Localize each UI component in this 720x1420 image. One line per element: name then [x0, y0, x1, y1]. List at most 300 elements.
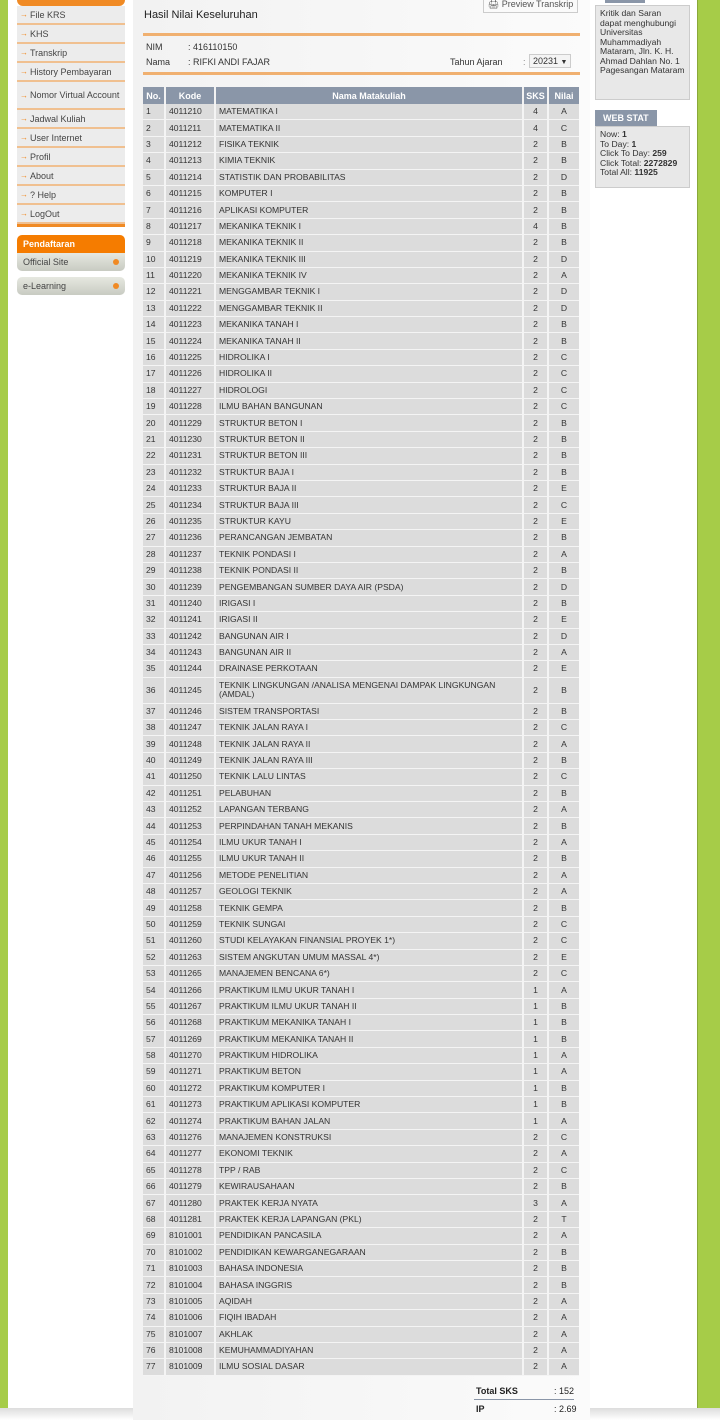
cell-nama: MEKANIKA TEKNIK I [216, 219, 524, 235]
cell-nilai: B [549, 786, 579, 802]
total-sks-row [476, 1386, 574, 1396]
table-row [143, 333, 579, 349]
arrow-icon: → [20, 29, 28, 38]
cell-nama: MANAJEMEN BENCANA 6*) [216, 966, 524, 982]
cell-nama: SISTEM ANGKUTAN UMUM MASSAL 4*) [216, 950, 524, 966]
cell-kode: 8101004 [166, 1277, 216, 1293]
cell-nilai: B [549, 1015, 579, 1031]
cell-nama: PRAKTIKUM KOMPUTER I [216, 1081, 524, 1097]
cell-sks: 2 [524, 704, 549, 720]
sidebar [17, 0, 125, 298]
cell-sks: 2 [524, 645, 549, 661]
table-row [143, 1261, 579, 1277]
cell-sks: 2 [524, 1179, 549, 1195]
cell-nilai: A [549, 1228, 579, 1244]
cell-sks: 4 [524, 219, 549, 235]
cell-nilai: D [549, 170, 579, 186]
cell-kode: 8101007 [166, 1327, 216, 1343]
arrow-icon: → [20, 67, 28, 76]
cell-nilai: B [549, 900, 579, 916]
cell-sks: 2 [524, 851, 549, 867]
cell-no: 64 [143, 1146, 166, 1162]
cell-no: 46 [143, 851, 166, 867]
cell-nilai: E [549, 481, 579, 497]
cell-no: 11 [143, 268, 166, 284]
table-row [143, 1228, 579, 1244]
cell-no: 6 [143, 186, 166, 202]
cell-nilai: C [549, 399, 579, 415]
cell-kode: 8101008 [166, 1343, 216, 1359]
table-row [143, 415, 579, 431]
cell-nama: PELABUHAN [216, 786, 524, 802]
cell-no: 76 [143, 1343, 166, 1359]
cell-no: 2 [143, 120, 166, 136]
cell-nilai: A [549, 1294, 579, 1310]
cell-nilai: A [549, 1343, 579, 1359]
sidebar-item-logout[interactable] [17, 205, 125, 224]
pendaftaran-button[interactable]: Pendaftaran [17, 235, 125, 253]
table-row [143, 661, 579, 677]
right-panel [595, 0, 690, 188]
cell-kode: 4011210 [166, 104, 216, 120]
cell-no: 62 [143, 1113, 166, 1129]
cell-nilai: B [549, 999, 579, 1015]
cell-nama: KIMIA TEKNIK [216, 153, 524, 169]
cell-nama: DRAINASE PERKOTAAN [216, 661, 524, 677]
cell-kode: 4011236 [166, 530, 216, 546]
cell-nama: TEKNIK GEMPA [216, 900, 524, 916]
cell-nama: STRUKTUR BAJA I [216, 465, 524, 481]
arrow-icon: → [20, 133, 28, 142]
cell-nilai: B [549, 137, 579, 153]
cell-kode: 4011253 [166, 818, 216, 834]
cell-nilai: A [549, 1048, 579, 1064]
table-row [143, 366, 579, 382]
tahun-ajaran-select[interactable] [529, 54, 571, 68]
cell-sks: 2 [524, 448, 549, 464]
cell-nama: SISTEM TRANSPORTASI [216, 704, 524, 720]
cell-sks: 1 [524, 1081, 549, 1097]
table-row [143, 1048, 579, 1064]
cell-nama: STUDI KELAYAKAN FINANSIAL PROYEK 1*) [216, 933, 524, 949]
table-row [143, 547, 579, 563]
cell-no: 68 [143, 1212, 166, 1228]
cell-nama: TEKNIK JALAN RAYA II [216, 736, 524, 752]
stat-value: 1 [631, 138, 637, 149]
cell-kode: 4011233 [166, 481, 216, 497]
cell-nama: MEKANIKA TEKNIK IV [216, 268, 524, 284]
nama-row [146, 57, 270, 67]
sidebar-item-khs[interactable] [17, 25, 125, 44]
cell-no: 41 [143, 769, 166, 785]
table-row [143, 1146, 579, 1162]
cell-nilai: C [549, 1130, 579, 1146]
cell-sks: 2 [524, 170, 549, 186]
left-border [0, 0, 8, 1420]
cell-no: 24 [143, 481, 166, 497]
cell-nama: MEKANIKA TEKNIK II [216, 235, 524, 251]
table-row [143, 219, 579, 235]
cell-sks: 2 [524, 1277, 549, 1293]
cell-kode: 4011249 [166, 753, 216, 769]
cell-kode: 4011211 [166, 120, 216, 136]
cell-no: 22 [143, 448, 166, 464]
table-row [143, 884, 579, 900]
cell-kode: 4011229 [166, 415, 216, 431]
cell-no: 67 [143, 1195, 166, 1211]
cell-no: 52 [143, 950, 166, 966]
table-row [143, 1294, 579, 1310]
cell-no: 5 [143, 170, 166, 186]
dropdown-arrow-icon: ▼ [560, 59, 568, 66]
sidebar-item-jadwal-kuliah[interactable] [17, 110, 125, 129]
cell-nama: IRIGASI I [216, 596, 524, 612]
cell-nama: GEOLOGI TEKNIK [216, 884, 524, 900]
cell-nama: HIDROLOGI [216, 383, 524, 399]
cell-kode: 4011272 [166, 1081, 216, 1097]
table-row [143, 186, 579, 202]
cell-kode: 4011265 [166, 966, 216, 982]
cell-nilai: C [549, 497, 579, 513]
cell-no: 73 [143, 1294, 166, 1310]
cell-kode: 4011221 [166, 284, 216, 300]
cell-nilai: B [549, 153, 579, 169]
sidebar-item-file-krs[interactable] [17, 6, 125, 25]
cell-sks: 2 [524, 868, 549, 884]
table-row [143, 301, 579, 317]
cell-sks: 2 [524, 301, 549, 317]
page-title: Hasil Nilai Keseluruhan [144, 9, 258, 21]
cell-sks: 2 [524, 1245, 549, 1261]
tahun-ajaran-label: Tahun Ajaran [450, 57, 503, 67]
cell-sks: 2 [524, 333, 549, 349]
cell-nama: MEKANIKA TANAH I [216, 317, 524, 333]
cell-no: 32 [143, 612, 166, 628]
stat-value: 11925 [634, 167, 658, 177]
cell-nama: TEKNIK PONDASI II [216, 563, 524, 579]
cell-nama: IRIGASI II [216, 612, 524, 628]
cell-sks: 2 [524, 284, 549, 300]
cell-kode: 4011280 [166, 1195, 216, 1211]
cell-sks: 2 [524, 786, 549, 802]
cell-kode: 8101006 [166, 1310, 216, 1326]
cell-kode: 4011231 [166, 448, 216, 464]
cell-nilai: B [549, 317, 579, 333]
table-row [143, 1179, 579, 1195]
table-row [143, 448, 579, 464]
cell-nama: TEKNIK JALAN RAYA III [216, 753, 524, 769]
cell-nilai: B [549, 432, 579, 448]
table-row [143, 563, 579, 579]
table-row [143, 835, 579, 851]
cell-kode: 4011243 [166, 645, 216, 661]
cell-nama: BAHASA INDONESIA [216, 1261, 524, 1277]
table-row [143, 802, 579, 818]
cell-sks: 2 [524, 629, 549, 645]
cell-no: 35 [143, 661, 166, 677]
elearning-button[interactable] [17, 277, 125, 295]
cell-no: 20 [143, 415, 166, 431]
cell-nama: ILMU BAHAN BANGUNAN [216, 399, 524, 415]
header-kode: Kode [166, 87, 216, 104]
nim-row [146, 42, 237, 52]
cell-no: 65 [143, 1163, 166, 1179]
cell-nilai: A [549, 1310, 579, 1326]
divider [143, 72, 580, 75]
cell-nilai: C [549, 933, 579, 949]
divider [143, 33, 580, 36]
stat-value: 2272829 [643, 157, 678, 168]
main-content [133, 0, 590, 1420]
table-row [143, 1310, 579, 1326]
cell-kode: 4011254 [166, 835, 216, 851]
table-row [143, 170, 579, 186]
cell-kode: 4011216 [166, 202, 216, 218]
cell-nilai: E [549, 661, 579, 677]
cell-sks: 2 [524, 579, 549, 595]
cell-nilai: A [549, 1327, 579, 1343]
cell-no: 21 [143, 432, 166, 448]
cell-kode: 4011245 [166, 678, 216, 704]
nim-value: : 416110150 [188, 42, 238, 52]
sidebar-item-nomor-virtual-account[interactable] [17, 82, 125, 110]
cell-no: 16 [143, 350, 166, 366]
cell-nama: MATEMATIKA II [216, 120, 524, 136]
cell-nama: APLIKASI KOMPUTER [216, 202, 524, 218]
sidebar-item-history-pembayaran[interactable] [17, 63, 125, 82]
sidebar-item-label: Transkrip [30, 47, 68, 58]
cell-kode: 4011228 [166, 399, 216, 415]
cell-nilai: C [549, 383, 579, 399]
bullet-icon [113, 283, 119, 289]
cell-nilai: A [549, 1359, 579, 1375]
cell-sks: 2 [524, 736, 549, 752]
sidebar-item-user-internet[interactable] [17, 129, 125, 148]
cell-nama: PERPINDAHAN TANAH MEKANIS [216, 818, 524, 834]
cell-nama: MENGGAMBAR TEKNIK II [216, 301, 524, 317]
cell-kode: 4011271 [166, 1064, 216, 1080]
cell-sks: 2 [524, 415, 549, 431]
cell-no: 48 [143, 884, 166, 900]
official-site-button[interactable] [17, 253, 125, 271]
cell-nama: MENGGAMBAR TEKNIK I [216, 284, 524, 300]
sidebar-item-profil[interactable] [17, 148, 125, 167]
cell-nama: PRAKTEK KERJA NYATA [216, 1195, 524, 1211]
table-row [143, 612, 579, 628]
cell-sks: 2 [524, 268, 549, 284]
cell-nilai: T [549, 1212, 579, 1228]
cell-no: 72 [143, 1277, 166, 1293]
cell-nilai: B [549, 851, 579, 867]
table-row [143, 481, 579, 497]
cell-sks: 2 [524, 465, 549, 481]
cell-no: 12 [143, 284, 166, 300]
cell-no: 63 [143, 1130, 166, 1146]
preview-transkrip-button[interactable] [483, 0, 578, 13]
cell-sks: 2 [524, 366, 549, 382]
cell-nama: BAHASA INGGRIS [216, 1277, 524, 1293]
cell-kode: 8101001 [166, 1228, 216, 1244]
cell-nilai: B [549, 235, 579, 251]
sidebar-item-label: About [30, 170, 54, 181]
cell-nama: FIQIH IBADAH [216, 1310, 524, 1326]
cell-sks: 2 [524, 596, 549, 612]
table-row [143, 1212, 579, 1228]
nama-value: : RIFKI ANDI FAJAR [188, 57, 271, 67]
cell-nama: PRAKTIKUM BAHAN JALAN [216, 1113, 524, 1129]
arrow-icon: → [20, 114, 28, 123]
cell-no: 37 [143, 704, 166, 720]
cell-nilai: D [549, 629, 579, 645]
sidebar-item-label: Nomor Virtual Account [30, 90, 120, 100]
cell-sks: 2 [524, 884, 549, 900]
table-row [143, 818, 579, 834]
cell-no: 25 [143, 497, 166, 513]
cell-no: 30 [143, 579, 166, 595]
cell-no: 40 [143, 753, 166, 769]
cell-no: 3 [143, 137, 166, 153]
cell-sks: 1 [524, 999, 549, 1015]
arrow-icon: → [20, 90, 28, 100]
arrow-icon: → [20, 10, 28, 19]
cell-kode: 4011239 [166, 579, 216, 595]
cell-nama: PRAKTIKUM MEKANIKA TANAH II [216, 1031, 524, 1047]
cell-no: 14 [143, 317, 166, 333]
cell-sks: 2 [524, 547, 549, 563]
total-sks-value: : 152 [554, 1386, 575, 1396]
cell-kode: 4011267 [166, 999, 216, 1015]
cell-sks: 2 [524, 252, 549, 268]
cell-no: 36 [143, 678, 166, 704]
cell-no: 58 [143, 1048, 166, 1064]
cell-nilai: A [549, 645, 579, 661]
preview-label: Preview Transkrip [501, 0, 574, 9]
cell-nama: MEKANIKA TANAH II [216, 333, 524, 349]
cell-sks: 2 [524, 317, 549, 333]
cell-kode: 4011256 [166, 868, 216, 884]
cell-nilai: B [549, 1261, 579, 1277]
stat-value: 1 [621, 129, 627, 139]
cell-sks: 2 [524, 1163, 549, 1179]
cell-sks: 2 [524, 900, 549, 916]
cell-nama: PRAKTIKUM ILMU UKUR TANAH II [216, 999, 524, 1015]
header-nilai: Nilai [549, 87, 579, 104]
sidebar-menu-end [17, 224, 125, 227]
webstat-box [595, 126, 690, 188]
cell-nilai: B [549, 202, 579, 218]
cell-no: 38 [143, 720, 166, 736]
cell-sks: 2 [524, 202, 549, 218]
cell-kode: 4011225 [166, 350, 216, 366]
cell-nama: AKHLAK [216, 1327, 524, 1343]
cell-no: 1 [143, 104, 166, 120]
cell-nilai: C [549, 350, 579, 366]
table-row [143, 1015, 579, 1031]
cell-kode: 4011279 [166, 1179, 216, 1195]
cell-kode: 4011260 [166, 933, 216, 949]
cell-kode: 4011252 [166, 802, 216, 818]
cell-nama: STRUKTUR BAJA II [216, 481, 524, 497]
cell-nilai: E [549, 950, 579, 966]
cell-kode: 4011220 [166, 268, 216, 284]
cell-nama: EKONOMI TEKNIK [216, 1146, 524, 1162]
cell-no: 49 [143, 900, 166, 916]
cell-no: 45 [143, 835, 166, 851]
cell-sks: 2 [524, 950, 549, 966]
table-row [143, 284, 579, 300]
sidebar-item-label: File KRS [30, 9, 66, 20]
cell-kode: 4011227 [166, 383, 216, 399]
table-row [143, 769, 579, 785]
table-row [143, 1327, 579, 1343]
cell-nilai: B [549, 448, 579, 464]
cell-kode: 4011259 [166, 917, 216, 933]
cell-no: 34 [143, 645, 166, 661]
cell-nama: PRAKTIKUM BETON [216, 1064, 524, 1080]
cell-kode: 4011278 [166, 1163, 216, 1179]
sidebar-item-label: Jadwal Kuliah [30, 113, 86, 124]
cell-nilai: C [549, 1163, 579, 1179]
cell-nilai: B [549, 186, 579, 202]
cell-sks: 2 [524, 661, 549, 677]
cell-no: 51 [143, 933, 166, 949]
table-row [143, 1343, 579, 1359]
tahun-value: 20231 [533, 56, 559, 66]
cell-nama: PERANCANGAN JEMBATAN [216, 530, 524, 546]
cell-kode: 4011281 [166, 1212, 216, 1228]
stat-label: Total All: [600, 167, 635, 177]
cell-no: 9 [143, 235, 166, 251]
table-row [143, 497, 579, 513]
ip-label: IP [476, 1404, 485, 1414]
cell-sks: 2 [524, 497, 549, 513]
divider [474, 1399, 574, 1400]
cell-kode: 4011222 [166, 301, 216, 317]
table-row [143, 851, 579, 867]
cell-no: 28 [143, 547, 166, 563]
cell-nilai: B [549, 1179, 579, 1195]
cell-kode: 4011251 [166, 786, 216, 802]
cell-kode: 4011219 [166, 252, 216, 268]
cell-sks: 1 [524, 1031, 549, 1047]
sidebar-item-label: LogOut [30, 208, 60, 219]
table-row [143, 917, 579, 933]
sidebar-item-about[interactable] [17, 167, 125, 186]
nama-label: Nama [146, 57, 171, 67]
arrow-icon: → [20, 190, 28, 199]
table-row [143, 1195, 579, 1211]
sidebar-item-transkrip[interactable] [17, 44, 125, 63]
cell-no: 54 [143, 982, 166, 998]
cell-sks: 2 [524, 1310, 549, 1326]
cell-no: 57 [143, 1031, 166, 1047]
table-row [143, 530, 579, 546]
cell-no: 77 [143, 1359, 166, 1375]
cell-nama: STATISTIK DAN PROBABILITAS [216, 170, 524, 186]
cell-nilai: A [549, 268, 579, 284]
cell-kode: 4011276 [166, 1130, 216, 1146]
stat-row [600, 168, 685, 178]
sidebar-item-label: ? Help [30, 189, 57, 200]
cell-kode: 4011246 [166, 704, 216, 720]
cell-no: 66 [143, 1179, 166, 1195]
sidebar-item-help[interactable] [17, 186, 125, 205]
cell-nilai: A [549, 104, 579, 120]
cell-nilai: C [549, 966, 579, 982]
cell-kode: 4011244 [166, 661, 216, 677]
cell-nama: TEKNIK PONDASI I [216, 547, 524, 563]
sidebar-item-label: User Internet [30, 132, 83, 143]
